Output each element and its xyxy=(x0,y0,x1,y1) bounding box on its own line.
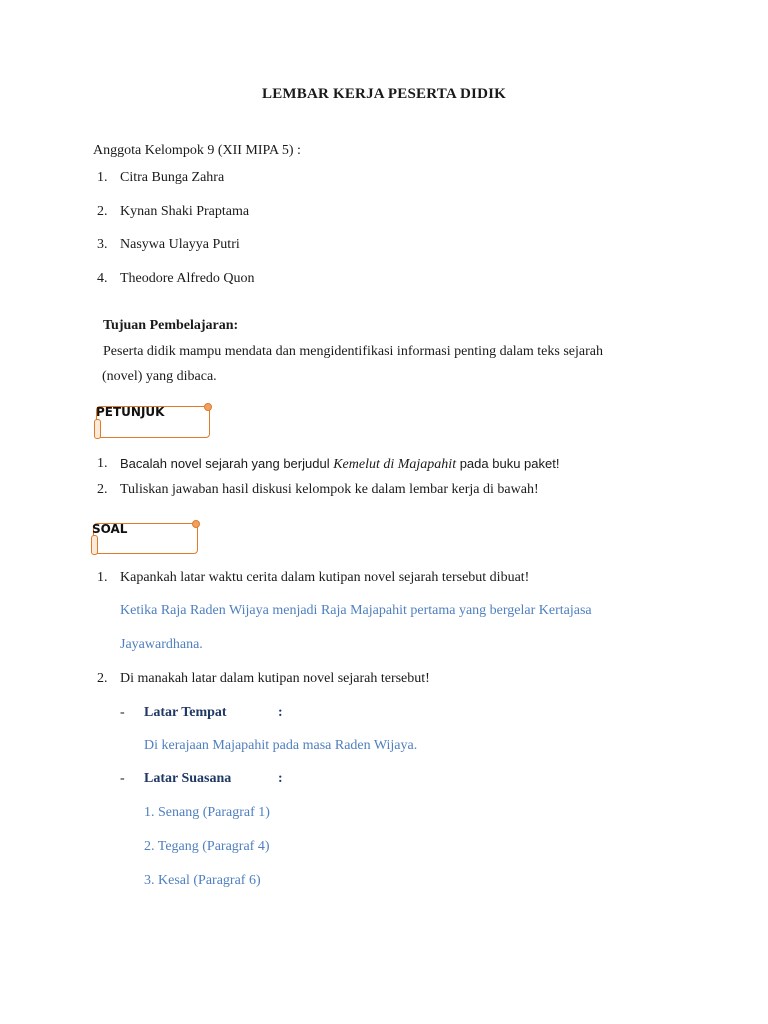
label-colon: : xyxy=(278,771,283,786)
member-number: 1. xyxy=(97,170,108,185)
objective-text-line1: Peserta didik mampu mendata dan mengidentifikasi informasi penting dalam teks sejarah xyxy=(103,344,603,359)
answer-1-line2: Jayawardhana. xyxy=(120,637,203,652)
petunjuk-label: PETUNJUK xyxy=(96,405,165,419)
bullet-dash: - xyxy=(120,705,125,720)
bullet-dash: - xyxy=(120,771,125,786)
group-heading: Anggota Kelompok 9 (XII MIPA 5) : xyxy=(93,143,301,158)
soal-label: SOAL xyxy=(92,522,128,536)
scroll-curl-icon xyxy=(91,535,98,555)
instruction-2: Tuliskan jawaban hasil diskusi kelompok ke dalam lembar kerja di bawah! xyxy=(120,482,539,497)
question-1: Kapankah latar waktu cerita dalam kutipan novel sejarah tersebut dibuat! xyxy=(120,570,530,585)
question-number: 1. xyxy=(97,570,108,585)
instruction-1-pre: Bacalah novel sejarah yang berjudul xyxy=(120,456,334,471)
latar-tempat-label: Latar Tempat xyxy=(144,705,227,720)
objective-heading: Tujuan Pembelajaran: xyxy=(103,318,239,333)
scroll-curl-icon xyxy=(94,419,101,439)
member-number: 3. xyxy=(97,237,108,252)
member-number: 4. xyxy=(97,271,108,286)
member-name: Kynan Shaki Praptama xyxy=(120,204,250,219)
member-name: Theodore Alfredo Quon xyxy=(120,271,255,286)
novel-title: Kemelut di Majapahit xyxy=(333,457,457,472)
member-number: 2. xyxy=(97,204,108,219)
question-number: 2. xyxy=(97,671,108,686)
objective-text-line2: (novel) yang dibaca. xyxy=(102,369,217,384)
instruction-1 xyxy=(120,456,559,473)
latar-suasana-label: Latar Suasana xyxy=(144,771,232,786)
member-name: Citra Bunga Zahra xyxy=(120,170,225,185)
instruction-number: 1. xyxy=(97,456,108,471)
instruction-number: 2. xyxy=(97,482,108,497)
latar-tempat-answer: Di kerajaan Majapahit pada masa Raden Wijaya. xyxy=(144,738,418,753)
scroll-curl-icon xyxy=(204,403,212,411)
scroll-curl-icon xyxy=(192,520,200,528)
answer-1-line1: Ketika Raja Raden Wijaya menjadi Raja Majapahit pertama yang bergelar Kertajasa xyxy=(120,603,592,618)
instruction-1-post: pada buku paket! xyxy=(456,456,560,471)
suasana-item: 1. Senang (Paragraf 1) xyxy=(144,805,270,820)
label-colon: : xyxy=(278,705,283,720)
question-2: Di manakah latar dalam kutipan novel sejarah tersebut! xyxy=(120,671,430,686)
page-title: LEMBAR KERJA PESERTA DIDIK xyxy=(261,86,507,102)
suasana-item: 3. Kesal (Paragraf 6) xyxy=(144,873,261,888)
suasana-item: 2. Tegang (Paragraf 4) xyxy=(144,839,270,854)
member-name: Nasywa Ulayya Putri xyxy=(120,237,240,252)
